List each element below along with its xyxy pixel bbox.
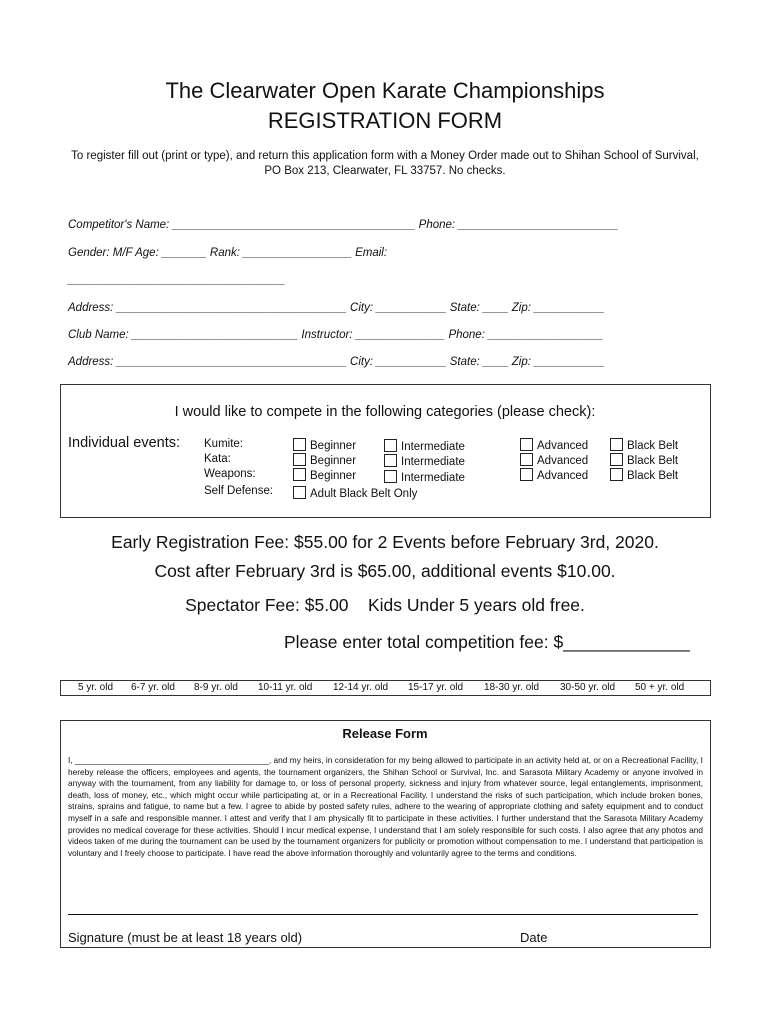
age-group-item[interactable]: 30-50 yr. old (560, 682, 616, 693)
checkbox[interactable] (610, 453, 623, 466)
self-defense-adult-black-belt-option[interactable]: Adult Black Belt Only (293, 486, 417, 500)
checkbox[interactable] (610, 438, 623, 451)
checkbox[interactable] (384, 470, 397, 483)
form-subtitle: REGISTRATION FORM (267, 108, 503, 133)
release-form-text: I, __________________________________________, and my heirs, in consideration for my being allowed to participate in an activity held at, or on a Recreational Facility, I hereby release the officers, employees and agents, the tournament organizers, the Shihan School or Survival, Inc. and Sarasota Military Academy or anyone involved in anyway with the tournament, from any liability for damage to, or loss of personal property, sickness and injury from whatever source, legal entanglements, imprisonment, death, loss of money, etc., which might occur while participating at, or in a Recreational Facility. I understand the risks of such participation, which include broken bones, strains, sprains and fatigue, to name but a few. I agree to abide by posted safety rules, adhere to the wearing of appropriate clothing and safety equipment and to conduct myself in a safe and responsible manner. I attest and verify that I am physically fit to participate in these activities. I further understand that the Sarasota Military Academy provides no medical coverage for these activities. Should I incur medical expense, I understand that I am solely responsible for such costs. I also agree that any photos and videos taken of me during the tournament can be used by the tournament organizers for publicity or promotion without compensation to me. I understand that participation is voluntary and I freely choose to participate. I have read the above information thoroughly and voluntarily agree to the terms and conditions. (68, 755, 703, 858)
kata-intermediate-option[interactable]: Intermediate (384, 454, 465, 468)
checkbox[interactable] (384, 454, 397, 467)
intro-text: To register fill out (print or type), and return this application form with a Money Order made out to Shihan School of Survival, PO Box 213, Clearwater, FL 33757. No checks. (71, 150, 699, 177)
kumite-black-belt-option[interactable]: Black Belt (610, 438, 678, 452)
club-instructor-line[interactable]: Club Name: __________________________ Instructor: ______________ Phone: __________________ (68, 329, 604, 341)
late-registration-fee: Cost after February 3rd is $65.00, additional events $10.00. (154, 561, 616, 581)
total-fee-line[interactable]: Please enter total competition fee: $_____________ (284, 632, 690, 652)
weapons-intermediate-option[interactable]: Intermediate (384, 470, 465, 484)
event-kumite-label: Kumite: (204, 438, 243, 450)
kata-black-belt-option[interactable]: Black Belt (610, 453, 678, 467)
kata-beginner-option[interactable]: Beginner (293, 453, 356, 467)
weapons-black-belt-option[interactable]: Black Belt (610, 468, 678, 482)
signature-label: Signature (must be at least 18 years old) (68, 930, 303, 945)
age-group-item[interactable]: 50 + yr. old (635, 682, 685, 693)
age-group-item[interactable]: 10-11 yr. old (258, 682, 313, 693)
event-weapons-label: Weapons: (204, 468, 256, 480)
date-label: Date (520, 930, 548, 945)
kata-advanced-option[interactable]: Advanced (520, 453, 588, 467)
kumite-advanced-option[interactable]: Advanced (520, 438, 588, 452)
checkbox[interactable] (520, 438, 533, 451)
competitor-address-line[interactable]: Address: ____________________________________ City: ___________ State: ____ Zip: ___________ (68, 302, 605, 314)
age-group-item[interactable]: 8-9 yr. old (194, 682, 238, 693)
checkbox[interactable] (520, 453, 533, 466)
age-group-item[interactable]: 15-17 yr. old (408, 682, 464, 693)
age-group-item[interactable]: 5 yr. old (78, 682, 114, 693)
release-form-title: Release Form (342, 726, 428, 741)
spectator-fee: Spectator Fee: $5.00 Kids Under 5 years old free. (185, 595, 585, 615)
kumite-beginner-option[interactable]: Beginner (293, 438, 356, 452)
age-group-item[interactable]: 6-7 yr. old (131, 682, 175, 693)
categories-title: I would like to compete in the following categories (please check): (174, 404, 596, 420)
signature-line[interactable] (68, 914, 698, 915)
checkbox[interactable] (520, 468, 533, 481)
early-registration-fee: Early Registration Fee: $55.00 for 2 Events before February 3rd, 2020. (111, 532, 659, 552)
kumite-intermediate-option[interactable]: Intermediate (384, 439, 465, 453)
checkbox[interactable] (293, 453, 306, 466)
age-group-item[interactable]: 18-30 yr. old (484, 682, 540, 693)
weapons-advanced-option[interactable]: Advanced (520, 468, 588, 482)
club-address-line[interactable]: Address: ____________________________________ City: ___________ State: ____ Zip: ___________ (68, 356, 605, 368)
checkbox[interactable] (293, 486, 306, 499)
event-self-defense-label: Self Defense: (204, 485, 274, 497)
age-group-item[interactable]: 12-14 yr. old (333, 682, 389, 693)
event-kata-label: Kata: (204, 453, 231, 465)
weapons-beginner-option[interactable]: Beginner (293, 468, 356, 482)
checkbox[interactable] (293, 468, 306, 481)
checkbox[interactable] (384, 439, 397, 452)
checkbox[interactable] (293, 438, 306, 451)
form-title: The Clearwater Open Karate Championships (165, 78, 605, 103)
competitor-name-phone-line[interactable]: Competitor's Name: ______________________________________ Phone: _________________________ (68, 219, 619, 231)
checkbox[interactable] (610, 468, 623, 481)
email-continuation-line[interactable]: __________________________________ (68, 274, 286, 286)
gender-age-rank-email-line[interactable]: Gender: M/F Age: _______ Rank: _________________ Email: (68, 247, 388, 259)
individual-events-label: Individual events: (68, 435, 181, 451)
